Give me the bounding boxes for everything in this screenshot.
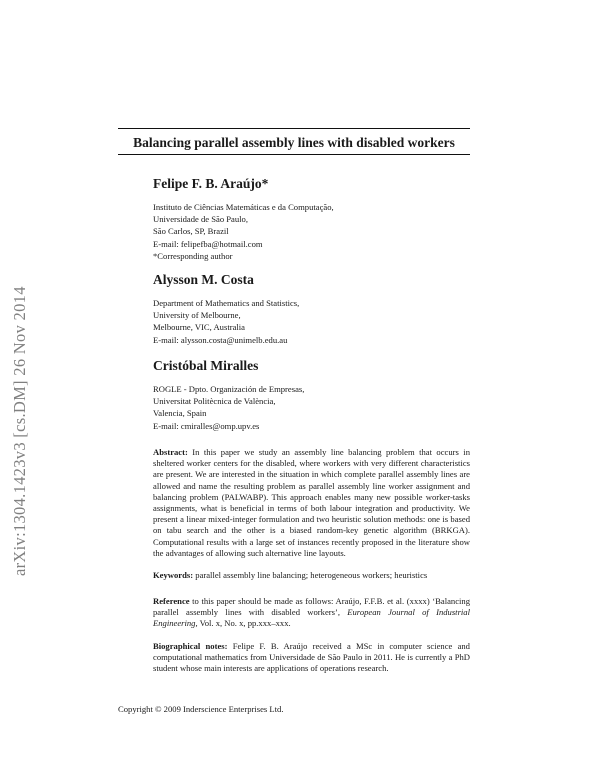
- affiliation-line: Valencia, Spain: [153, 408, 207, 419]
- reference-text: to this paper should be made as follows: Araújo, F.F.B. et al. (xxxx) ‘Balancing parallel assembly lines with disabled workers’,: [153, 596, 470, 618]
- bio-label: Biographical notes:: [153, 641, 228, 651]
- journal-name: European Journal of Industrial Engineering: [153, 607, 470, 629]
- author-affiliation: [153, 297, 473, 346]
- paper-title: Balancing parallel assembly lines with disabled workers: [133, 135, 455, 150]
- author-name: Alysson M. Costa: [153, 272, 254, 287]
- affiliation-line: Universitat Politècnica de València,: [153, 396, 276, 407]
- author-name: Cristóbal Miralles: [153, 358, 259, 373]
- arxiv-identifier: arXiv:1304.1423v3 [cs.DM] 26 Nov 2014: [10, 286, 29, 576]
- affiliation-line: Universidade de São Paulo,: [153, 214, 248, 225]
- author-email: E-mail: felipefba@hotmail.com: [153, 238, 263, 249]
- reference-note: [153, 596, 470, 630]
- author-affiliation: [153, 201, 473, 262]
- reference-volume: , Vol. x, No. x, pp.xxx–xxx.: [195, 618, 291, 629]
- keywords-label: Keywords:: [153, 570, 194, 580]
- abstract-text: In this paper we study an assembly line balancing problem that occurs in sheltered worker centers for the disabled, where workers with very different characteristics are present. We are interested in the situation in which complete parallel assembly lines are allowed and name the resulting problem as parallel assembly line worker assignment and balancing problem (PALWABP). This approach enables many new possible worker-tasks assignments, what is beneficial in terms of both labour integration and productivity. We present a linear mixed-integer formulation and two heuristic solution methods: one is based on tabu search and the other is a biased random-key genetic algorithm (BRKGA). Computational results with a large set of instances recently proposed in the literature show the advantages of allowing such alternative line layouts.: [153, 447, 470, 558]
- author-email: E-mail: cmiralles@omp.upv.es: [153, 420, 260, 431]
- affiliation-line: University of Melbourne,: [153, 310, 241, 321]
- reference-label: Reference: [153, 596, 190, 606]
- bio-text: Felipe F. B. Araújo received a MSc in computer science and computational mathematics from Universidade de São Paulo in 2011. He is currently a PhD student whose main interests are applications of operations research.: [153, 641, 470, 674]
- affiliation-line: Melbourne, VIC, Australia: [153, 322, 245, 333]
- author-block-araujo: [153, 176, 473, 262]
- author-name: Felipe F. B. Araújo*: [153, 176, 269, 191]
- title-rule-bottom: [118, 154, 470, 155]
- author-block-miralles: [153, 358, 473, 432]
- abstract-label: Abstract:: [153, 447, 188, 457]
- author-email: E-mail: alysson.costa@unimelb.edu.au: [153, 334, 288, 345]
- keywords-text: parallel assembly line balancing; heterogeneous workers; heuristics: [195, 570, 428, 580]
- title-rule-top: [118, 128, 470, 129]
- affiliation-line: Department of Mathematics and Statistics,: [153, 298, 300, 308]
- copyright-notice: Copyright © 2009 Inderscience Enterprises Ltd.: [118, 704, 284, 714]
- author-affiliation: [153, 383, 473, 432]
- corresponding-author-note: *Corresponding author: [153, 250, 233, 261]
- abstract: [153, 447, 470, 559]
- affiliation-line: São Carlos, SP, Brazil: [153, 226, 229, 237]
- affiliation-line: Instituto de Ciências Matemáticas e da Computação,: [153, 202, 334, 212]
- keywords: [153, 570, 470, 581]
- affiliation-line: ROGLE - Dpto. Organización de Empresas,: [153, 384, 305, 394]
- author-block-costa: [153, 272, 473, 346]
- biographical-notes: [153, 641, 470, 675]
